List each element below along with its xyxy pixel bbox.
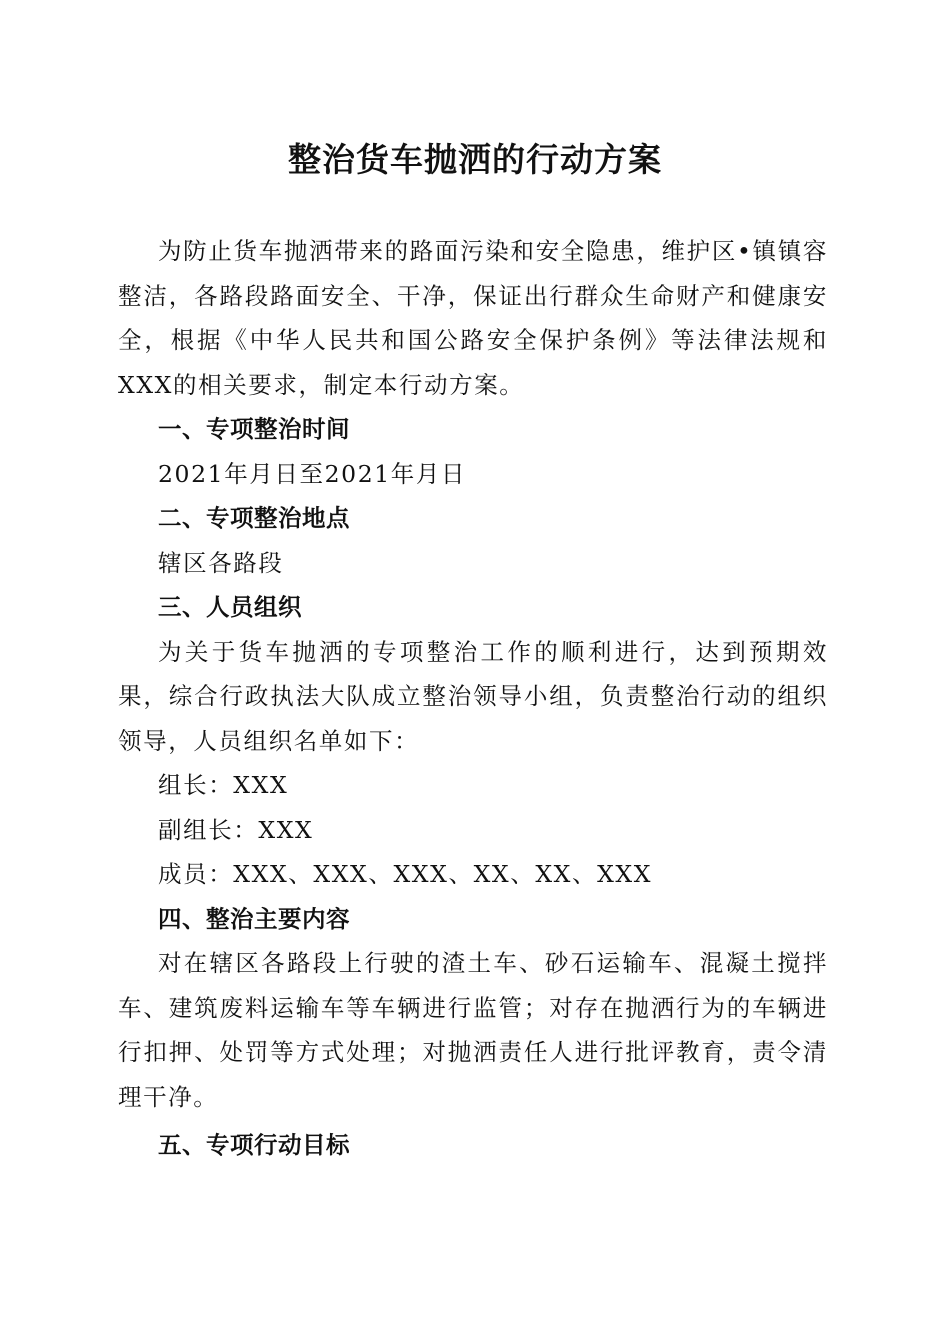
section-text-personnel: 为关于货车抛洒的专项整治工作的顺利进行，达到预期效果，综合行政执法大队成立整治领导小组，负责整治行动的组织领导，人员组织名单如下： <box>118 637 828 755</box>
team-leader: 组长：XXX <box>158 771 289 799</box>
section-heading-content: 四、整治主要内容 <box>158 904 350 933</box>
document-title: 整治货车抛洒的行动方案 <box>288 140 662 179</box>
team-members: 成员：XXX、XXX、XXX、XX、XX、XXX <box>158 860 653 888</box>
section-heading-location: 二、专项整治地点 <box>158 504 350 532</box>
section-text-time: 2021年月日至2021年月日 <box>158 459 467 488</box>
document-body <box>118 229 828 1168</box>
section-heading-personnel: 三、人员组织 <box>158 593 302 621</box>
section-heading-time: 一、专项整治时间 <box>158 415 350 443</box>
intro-paragraph: 为防止货车抛洒带来的路面污染和安全隐患，维护区•镇镇容整洁，各路段路面安全、干净，保证出行群众生命财产和健康安全，根据《中华人民共和国公路安全保护条例》等法律法规和XXX的相关要求，制定本行动方案。 <box>118 237 828 399</box>
section-text-content: 对在辖区各路段上行驶的渣土车、砂石运输车、混凝土搅拌车、建筑废料运输车等车辆进行监管；对存在抛洒行为的车辆进行扣押、处罚等方式处理；对抛洒责任人进行批评教育，责令清理干净。 <box>118 949 828 1111</box>
section-heading-goals: 五、专项行动目标 <box>158 1131 350 1159</box>
deputy-leader: 副组长：XXX <box>158 815 314 844</box>
section-text-location: 辖区各路段 <box>158 548 284 577</box>
